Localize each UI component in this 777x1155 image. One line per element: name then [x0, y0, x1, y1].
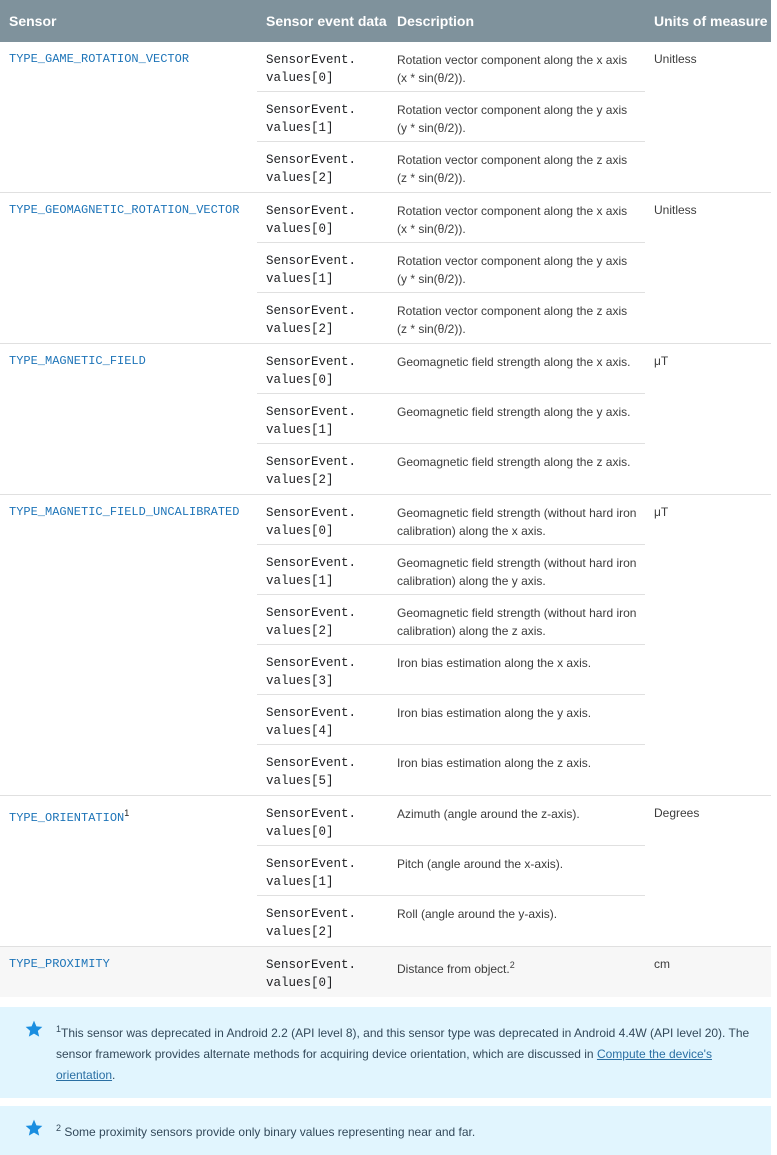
event-rows — [257, 42, 645, 192]
star-icon — [24, 1118, 44, 1138]
header-units: Units of measure — [654, 13, 768, 29]
description-text: Rotation vector component along the y axis (y * sin(θ/2)). — [397, 254, 628, 286]
event-data-cell — [257, 142, 388, 192]
event-data-cell — [257, 645, 388, 694]
sensor-name[interactable] — [0, 42, 257, 192]
table-header — [0, 0, 771, 42]
event-class: SensorEvent. — [266, 204, 357, 218]
table-row — [257, 645, 645, 695]
event-value-index: values[0] — [266, 71, 334, 85]
footnote-ref: 1 — [124, 808, 130, 818]
event-value-index: values[2] — [266, 473, 334, 487]
sensor-name-text[interactable]: TYPE_MAGNETIC_FIELD_UNCALIBRATED — [9, 505, 240, 519]
table-body — [0, 42, 771, 997]
description-text: Geomagnetic field strength along the x axis. — [397, 355, 631, 369]
event-value-index: values[1] — [266, 574, 334, 588]
footnote-orientation — [0, 1007, 771, 1098]
sensor-name-text[interactable]: TYPE_ORIENTATION — [9, 811, 125, 825]
event-data-cell — [257, 394, 388, 443]
sensor-group — [0, 193, 771, 344]
event-value-index: values[1] — [266, 272, 334, 286]
description-text: Rotation vector component along the z axis (z * sin(θ/2)). — [397, 304, 628, 336]
event-class: SensorEvent. — [266, 153, 357, 167]
event-data-cell — [257, 92, 388, 141]
description-cell — [388, 846, 645, 895]
table-row — [257, 444, 645, 494]
footnote-end: . — [112, 1068, 116, 1082]
event-value-index: values[0] — [266, 524, 334, 538]
table-row — [257, 344, 645, 394]
description-cell — [388, 745, 645, 795]
event-value-index: values[1] — [266, 875, 334, 889]
event-class: SensorEvent. — [266, 304, 357, 318]
description-cell — [388, 545, 645, 594]
description-text: Rotation vector component along the z axis (z * sin(θ/2)). — [397, 153, 628, 185]
event-class: SensorEvent. — [266, 405, 357, 419]
star-icon — [24, 1019, 44, 1039]
sensor-group — [0, 42, 771, 193]
table-row — [257, 42, 645, 92]
event-value-index: values[3] — [266, 674, 334, 688]
event-data-cell — [257, 444, 388, 494]
sensor-name[interactable] — [0, 344, 257, 494]
units-cell: Unitless — [654, 203, 697, 217]
event-class: SensorEvent. — [266, 103, 357, 117]
description-text: Pitch (angle around the x-axis). — [397, 857, 564, 871]
description-cell — [388, 142, 645, 192]
description-cell — [388, 394, 645, 443]
description-text: Rotation vector component along the x axis (x * sin(θ/2)). — [397, 53, 628, 85]
description-cell — [388, 193, 645, 242]
event-value-index: values[2] — [266, 171, 334, 185]
table-row — [257, 394, 645, 444]
table-row — [257, 846, 645, 896]
event-rows — [257, 796, 645, 946]
units-cell: Unitless — [654, 52, 697, 66]
event-data-cell — [257, 796, 388, 845]
event-class: SensorEvent. — [266, 807, 357, 821]
table-row — [257, 495, 645, 545]
event-value-index: values[5] — [266, 774, 334, 788]
event-class: SensorEvent. — [266, 455, 357, 469]
description-text: Rotation vector component along the x axis (x * sin(θ/2)). — [397, 204, 628, 236]
description-cell — [388, 293, 645, 343]
footnote-marker: 2 — [56, 1123, 62, 1133]
event-data-cell — [257, 947, 388, 997]
description-cell — [388, 947, 645, 997]
event-rows — [257, 344, 645, 494]
event-class: SensorEvent. — [266, 254, 357, 268]
sensor-group — [0, 947, 771, 997]
table-row — [257, 293, 645, 343]
description-text: Geomagnetic field strength (without hard iron calibration) along the x axis. — [397, 506, 637, 538]
event-rows — [257, 947, 645, 997]
table-row — [257, 545, 645, 595]
sensor-name-text[interactable]: TYPE_MAGNETIC_FIELD — [9, 354, 146, 368]
event-class: SensorEvent. — [266, 656, 357, 670]
table-row — [257, 142, 645, 192]
description-text: Geomagnetic field strength (without hard iron calibration) along the y axis. — [397, 556, 637, 588]
description-text: Geomagnetic field strength along the z axis. — [397, 455, 631, 469]
description-cell — [388, 344, 645, 393]
table-row — [257, 595, 645, 645]
event-rows — [257, 495, 645, 795]
event-class: SensorEvent. — [266, 355, 357, 369]
event-data-cell — [257, 495, 388, 544]
event-data-cell — [257, 896, 388, 946]
sensor-group — [0, 344, 771, 495]
table-row — [257, 193, 645, 243]
table-row — [257, 896, 645, 946]
description-cell — [388, 796, 645, 845]
description-cell — [388, 695, 645, 744]
header-description: Description — [397, 13, 475, 29]
event-value-index: values[2] — [266, 322, 334, 336]
description-cell — [388, 495, 645, 544]
sensor-group — [0, 796, 771, 947]
event-value-index: values[0] — [266, 825, 334, 839]
description-text: Iron bias estimation along the x axis. — [397, 656, 592, 670]
event-class: SensorEvent. — [266, 506, 357, 520]
description-cell — [388, 42, 645, 91]
description-cell — [388, 243, 645, 292]
description-text: Roll (angle around the y-axis). — [397, 907, 558, 921]
description-text: Geomagnetic field strength along the y axis. — [397, 405, 631, 419]
header-event-data: Sensor event data — [266, 13, 387, 29]
event-data-cell — [257, 42, 388, 91]
event-data-cell — [257, 344, 388, 393]
event-data-cell — [257, 243, 388, 292]
event-value-index: values[0] — [266, 222, 334, 236]
footnote-marker: 1 — [56, 1024, 62, 1034]
event-value-index: values[1] — [266, 121, 334, 135]
description-text: Iron bias estimation along the z axis. — [397, 756, 592, 770]
sensor-name[interactable] — [0, 796, 257, 946]
event-class: SensorEvent. — [266, 606, 357, 620]
footnote-proximity — [0, 1106, 771, 1155]
sensor-name-text[interactable]: TYPE_GEOMAGNETIC_ROTATION_VECTOR — [9, 203, 240, 217]
units-cell: Degrees — [654, 806, 700, 820]
sensor-name[interactable] — [0, 193, 257, 343]
table-row — [257, 947, 645, 997]
table-row — [257, 243, 645, 293]
event-data-cell — [257, 745, 388, 795]
event-class: SensorEvent. — [266, 556, 357, 570]
units-cell: μT — [654, 505, 669, 519]
description-text: Geomagnetic field strength (without hard iron calibration) along the z axis. — [397, 606, 637, 638]
event-class: SensorEvent. — [266, 958, 357, 972]
compute-orientation-link[interactable]: Compute the device's orientation — [56, 1047, 712, 1082]
event-value-index: values[0] — [266, 373, 334, 387]
description-text: Azimuth (angle around the z-axis). — [397, 807, 580, 821]
event-value-index: values[1] — [266, 423, 334, 437]
event-class: SensorEvent. — [266, 756, 357, 770]
sensor-group — [0, 495, 771, 796]
event-value-index: values[4] — [266, 724, 334, 738]
footnote-text: Some proximity sensors provide only binary values representing near and far. — [61, 1125, 476, 1139]
sensor-name[interactable] — [0, 495, 257, 795]
description-cell — [388, 595, 645, 644]
header-sensor: Sensor — [9, 13, 57, 29]
units-cell: μT — [654, 354, 669, 368]
event-data-cell — [257, 545, 388, 594]
event-rows — [257, 193, 645, 343]
table-row — [257, 796, 645, 846]
event-data-cell — [257, 846, 388, 895]
event-value-index: values[0] — [266, 976, 334, 990]
event-class: SensorEvent. — [266, 706, 357, 720]
description-cell — [388, 645, 645, 694]
table-row — [257, 695, 645, 745]
footnote-ref: 2 — [509, 960, 515, 970]
event-data-cell — [257, 695, 388, 744]
event-data-cell — [257, 193, 388, 242]
units-cell: cm — [654, 957, 670, 971]
description-cell — [388, 444, 645, 494]
description-text: Iron bias estimation along the y axis. — [397, 706, 592, 720]
table-row — [257, 745, 645, 795]
description-text: Rotation vector component along the y axis (y * sin(θ/2)). — [397, 103, 628, 135]
event-class: SensorEvent. — [266, 857, 357, 871]
footnote-text: This sensor was deprecated in Android 2.2 (API level 8), and this sensor type was deprecated in Android 4.4W (API level 20). The sensor framework provides alternate methods for acquiring device orientation, which are discussed in — [56, 1026, 750, 1061]
table-row — [257, 92, 645, 142]
sensor-name-text[interactable]: TYPE_PROXIMITY — [9, 957, 110, 971]
event-data-cell — [257, 595, 388, 644]
event-class: SensorEvent. — [266, 907, 357, 921]
description-text: Distance from object. — [397, 962, 510, 976]
sensor-name-text[interactable]: TYPE_GAME_ROTATION_VECTOR — [9, 52, 190, 66]
event-class: SensorEvent. — [266, 53, 357, 67]
description-cell — [388, 896, 645, 946]
event-data-cell — [257, 293, 388, 343]
sensor-name[interactable] — [0, 947, 257, 997]
event-value-index: values[2] — [266, 925, 334, 939]
description-cell — [388, 92, 645, 141]
event-value-index: values[2] — [266, 624, 334, 638]
